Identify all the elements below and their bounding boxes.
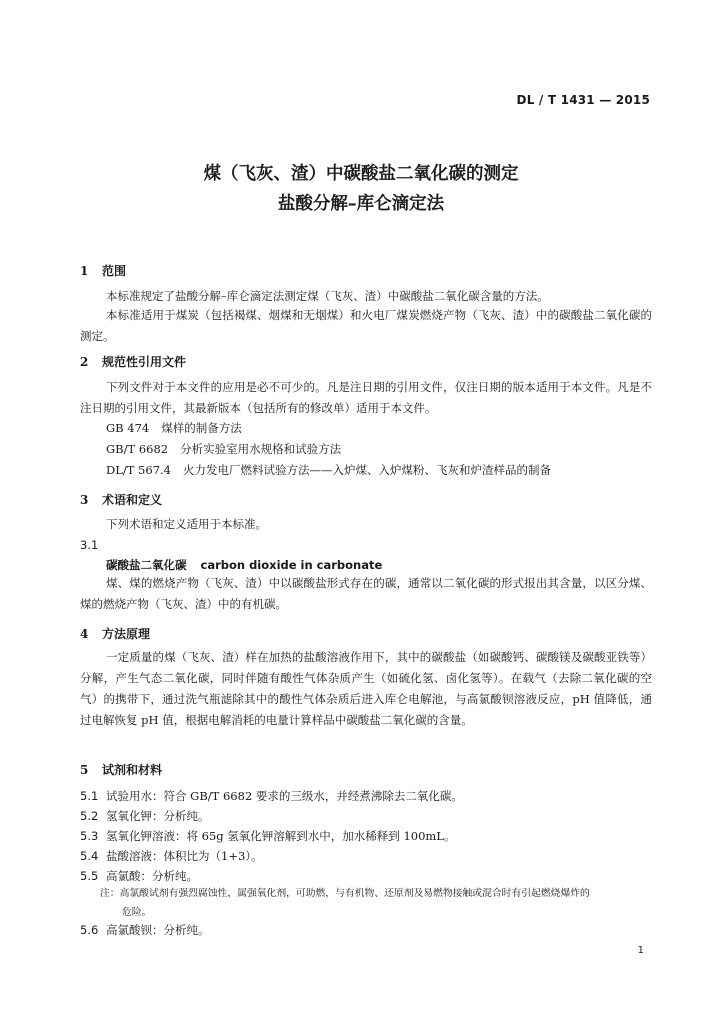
section-4-paragraph-1: 一定质量的煤（飞灰、渣）样在加热的盐酸溶液作用下，其中的碳酸盐（如碳酸钙、碳酸镁及碳酸亚铁等）分解，产生气态二氧化碳，同时伴随有酸性气体杂质产生（如硫化氢、卤化氢等）。在载气（去除二氧化碳的空气）的携带下，通过洗气瓶滤除其中的酸性气体杂质后进入库仑电解池，与高氯酸钡溶液反应，pH 值降低，通过电解恢复 pH 值，根据电解消耗的电量计算样品中碳酸盐二氧化碳的含量。 [80, 650, 652, 727]
title-line-1: 煤（飞灰、渣）中碳酸盐二氧化碳的测定 [203, 164, 519, 184]
item-number: 5.1 [80, 789, 99, 803]
item-number: 5.5 [80, 869, 99, 883]
item-text: 高氯酸钡：分析纯。 [106, 923, 210, 937]
item-text: 试验用水：符合 GB/T 6682 要求的三级水，并经煮沸除去二氧化碳。 [106, 789, 463, 803]
document-number: DL / T 1431 — 2015 [516, 93, 650, 107]
item-text: 盐酸溶液：体积比为（1+3）。 [106, 849, 263, 863]
reference-code: GB 474 [106, 421, 150, 435]
page-number: 1 [637, 945, 644, 956]
section-5-heading [80, 761, 162, 778]
section-number: 1 [80, 264, 89, 278]
section-title: 试剂和材料 [102, 763, 163, 777]
term-definition: 煤、煤的燃烧产物（飞灰、渣）中以碳酸盐形式存在的碳，通常以二氧化碳的形式报出其含量，以区分煤、煤的燃烧产物（飞灰、渣）中的有机碳。 [80, 576, 652, 611]
section-number: 3 [80, 493, 89, 507]
item-number: 5.2 [80, 809, 99, 823]
section-title: 术语和定义 [102, 493, 163, 507]
list-item [80, 848, 263, 864]
term-english: carbon dioxide in carbonate [200, 558, 383, 572]
item-text: 高氯酸：分析纯。 [106, 869, 198, 883]
note-line-2: 危险。 [122, 907, 152, 918]
section-1-paragraph-2: 本标准适用于煤炭（包括褐煤、烟煤和无烟煤）和火电厂煤炭燃烧产物（飞灰、渣）中的碳酸盐二氧化碳的测定。 [80, 308, 652, 343]
reference-item [106, 441, 341, 457]
section-number: 5 [80, 763, 89, 777]
section-1-paragraph-1: 本标准规定了盐酸分解–库仑滴定法测定煤（飞灰、渣）中碳酸盐二氧化碳含量的方法。 [106, 289, 549, 303]
list-item [80, 922, 210, 938]
title-line-2: 盐酸分解–库仑滴定法 [277, 194, 445, 214]
reference-title: 火力发电厂燃料试验方法——入炉煤、入炉煤粉、飞灰和炉渣样品的制备 [182, 463, 551, 477]
section-title: 方法原理 [102, 627, 151, 641]
reference-title: 煤样的制备方法 [161, 421, 242, 435]
section-number: 4 [80, 627, 89, 641]
list-item [80, 788, 463, 804]
term-chinese: 碳酸盐二氧化碳 [106, 558, 187, 572]
term-number: 3.1 [80, 538, 99, 552]
section-title: 范围 [102, 264, 127, 278]
list-item [80, 828, 455, 844]
item-number: 5.3 [80, 829, 99, 843]
section-title: 规范性引用文件 [102, 355, 187, 369]
section-4-heading [80, 625, 150, 642]
reference-code: GB/T 6682 [106, 442, 169, 456]
section-1-heading [80, 262, 126, 279]
item-text: 氢氧化钾：分析纯。 [106, 809, 210, 823]
section-2-heading [80, 353, 186, 370]
note-line-1: 注：高氯酸试剂有强烈腐蚀性，属强氧化剂，可助燃，与有机物、还原剂及易燃物接触或混合时有引起燃烧爆炸的 [100, 888, 590, 899]
reference-title: 分析实验室用水规格和试验方法 [180, 442, 342, 456]
section-3-paragraph-1: 下列术语和定义适用于本标准。 [106, 517, 267, 531]
reference-item [106, 462, 551, 478]
reference-code: DL/T 567.4 [106, 463, 171, 477]
section-number: 2 [80, 355, 89, 369]
reference-item [106, 420, 242, 436]
item-number: 5.4 [80, 849, 99, 863]
list-item [80, 868, 198, 884]
item-text: 氢氧化钾溶液：将 65g 氢氧化钾溶解到水中，加水稀释到 100mL。 [106, 829, 456, 843]
term-heading [106, 557, 382, 573]
section-3-heading [80, 491, 162, 508]
item-number: 5.6 [80, 923, 99, 937]
list-item [80, 808, 210, 824]
section-2-paragraph-1: 下列文件对于本文件的应用是必不可少的。凡是注日期的引用文件，仅注日期的版本适用于本文件。凡是不注日期的引用文件，其最新版本（包括所有的修改单）适用于本文件。 [80, 380, 652, 415]
